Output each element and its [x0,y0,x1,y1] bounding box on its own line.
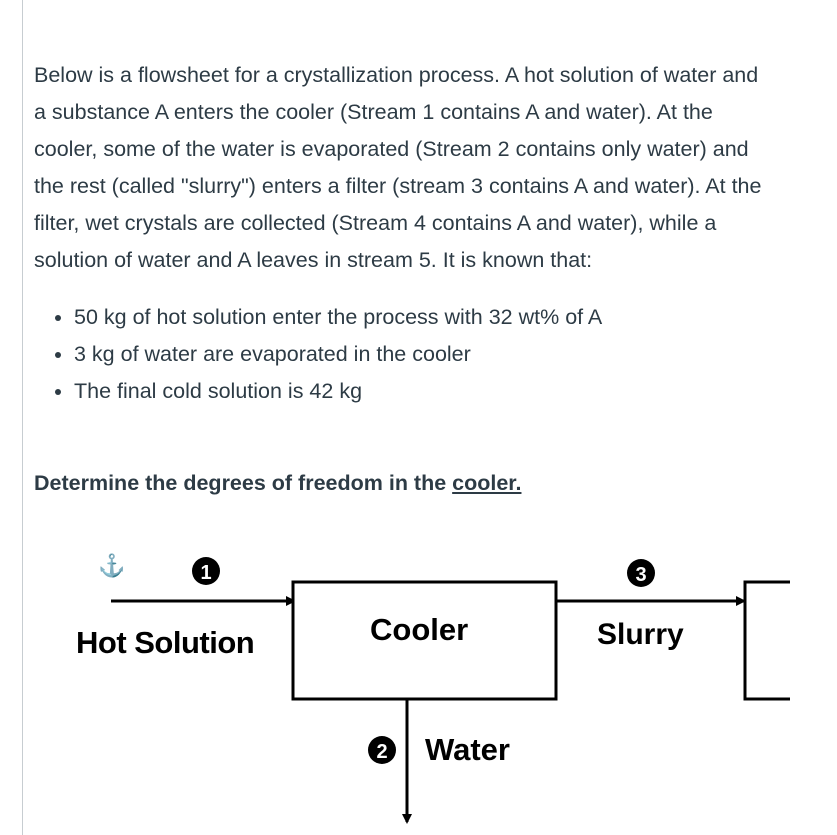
stream1-number: 1 [200,562,212,584]
question-prefix: Determine the degrees of freedom in the [34,471,453,495]
hot-solution-label: Hot Solution [76,625,255,660]
anchor-icon[interactable]: ⚓ [98,553,126,578]
fact-item: • The final cold solution is 42 kg [74,373,774,410]
cooler-label: Cooler [370,612,469,647]
intro-paragraph: Below is a flowsheet for a crystallization process. A hot solution of water and a substance A enters the cooler (Stream 1 contains A and water). At the cooler, some of the water is evaporated (Stream 2 contains only water) and the rest (called "slurry") enters a filter (stream 3 contains A and water). At the filter, wet crystals are collected (Stream 4 contains A and water), while a solution of water and A leaves in stream 5. It is known that: [34,63,762,272]
cooler-link[interactable]: cooler. [452,471,522,495]
filter-box [745,582,790,699]
slurry-label: Slurry [597,618,684,651]
fact-item: • 3 kg of water are evaporated in the cooler [74,336,774,373]
fact-item: • 50 kg of hot solution enter the process with 32 wt% of A [74,299,774,336]
water-label: Water [425,732,510,767]
stream2-number: 2 [376,741,388,763]
stream3-number: 3 [635,564,647,586]
